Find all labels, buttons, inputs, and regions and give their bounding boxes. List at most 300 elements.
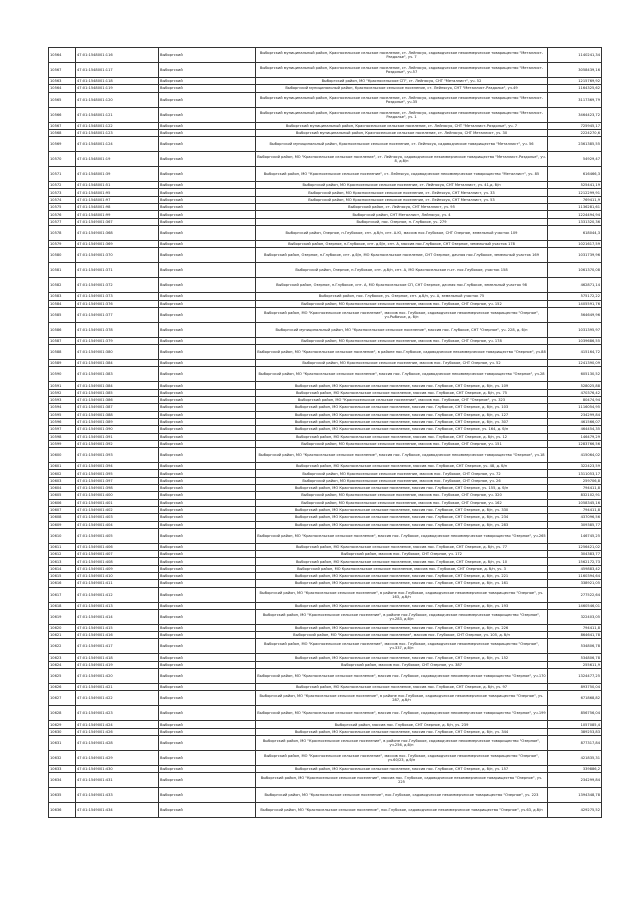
address-cell: Выборгский район, массив пос. Глубокое, СНТ Озерное, уч. 387 <box>256 661 548 668</box>
cadastral-number-cell: 47:01:1549001:416 <box>76 632 159 639</box>
cadastral-number-cell: 47:01:1549001:378 <box>76 322 159 337</box>
table-row <box>49 122 602 129</box>
district-cell: Выборгский <box>159 572 256 579</box>
district-cell: Выборгский <box>159 426 256 433</box>
address-cell: Выборгский район, МО Красносельское сельское поселение, массив пос. Глубокое, СНТ Озерное, уч. 162 <box>256 499 548 506</box>
cadastral-number-cell: 47:01:1549001:371 <box>76 263 159 278</box>
cadastral-number-cell: 47:01:1549001:429 <box>76 750 159 765</box>
district-cell: Выборгский <box>159 389 256 396</box>
address-cell: Выборгский район, МО Красносельское сельское поселение, массив пос. Глубокое, СНТ Озерное, д. б/н, уч. 330 <box>256 506 548 513</box>
value-cell: 470376,42 <box>548 389 602 396</box>
row-number-cell: 10609 <box>49 521 76 528</box>
cadastral-number-cell: 47:01:1549001:367 <box>76 218 159 225</box>
district-cell: Выборгский <box>159 661 256 668</box>
district-cell: Выборгский <box>159 551 256 558</box>
district-cell: Выборгский <box>159 152 256 167</box>
district-cell: Выборгский <box>159 587 256 602</box>
address-cell: Выборгский район, МО Красносельское сельское поселение, массив пос. Глубокое, СНТ Озерное, уч. 320 <box>256 492 548 499</box>
district-cell: Выборгский <box>159 543 256 550</box>
row-number-cell: 10585 <box>49 307 76 322</box>
address-cell: Выборгский муниципальный район, Красносельское сельское поселение, ст. Лейпясуо, СНТ Металлист, уч. 30 <box>256 129 548 136</box>
address-cell: Выборгский район, МО Красносельское сельское поселение, массив пос. Глубокое, СНТ Озерное, д. б/н, уч. 109 <box>256 382 548 389</box>
table-row <box>49 411 602 418</box>
address-cell: Выборгский район, массив пос. Глубокое, СНТ Озерное, д. б/н, уч. 239 <box>256 721 548 728</box>
row-number-cell: 10567 <box>49 63 76 78</box>
address-cell: Выборгский район, МО "Красносельское сельское поселение", ст. Лейпясуо, садоводческое некоммерческое товарищество "Металлист-Раздолье", уч. 8, д.б/н <box>256 152 548 167</box>
table-row <box>49 189 602 196</box>
district-cell: Выборгский <box>159 345 256 360</box>
row-number-cell: 10571 <box>49 167 76 182</box>
district-cell: Выборгский <box>159 485 256 492</box>
row-number-cell: 10621 <box>49 632 76 639</box>
value-cell: 421835,31 <box>548 750 602 765</box>
district-cell: Выборгский <box>159 750 256 765</box>
table-row <box>49 470 602 477</box>
row-number-cell: 10572 <box>49 182 76 189</box>
row-number-cell: 10626 <box>49 684 76 691</box>
district-cell: Выборгский <box>159 360 256 367</box>
cadastral-number-cell: 47:01:1549001:388 <box>76 411 159 418</box>
value-cell: 794411,8 <box>548 485 602 492</box>
address-cell: Выборгский район, МО Красносельское сельское поселение, массив пос. Глубокое, СНТ Озерное, д. б/н, уч. 103 <box>256 404 548 411</box>
row-number-cell: 10593 <box>49 397 76 404</box>
cadastral-number-cell: 47:01:1549001:377 <box>76 307 159 322</box>
address-cell: Выборгский район, МО Красносельское сельское поселение, массив пос. Глубокое, СНТ Озерное, д. б/н, уч. 161 <box>256 580 548 587</box>
value-cell: 464454,35 <box>548 426 602 433</box>
value-cell: 1283766,56 <box>548 440 602 447</box>
district-cell: Выборгский <box>159 411 256 418</box>
address-cell: Выборгский район, МО "Красносельское сельское поселение", в районе пос.Глубокое, садоводческое некоммерческое товарищество "Озерное", уч.283, д.б/н <box>256 609 548 624</box>
address-cell: Выборгский район, МО "Красносельское сельское поселение", пос.Глубокое, садоводческое некоммерческое товарищество "Озерное", уч. 223 <box>256 788 548 803</box>
address-cell: Выборгский муниципальный район, МО "Красносельское сельское поселение", массив пос. Глубокое, СНТ "Озерное", уч. 228, д. б/н <box>256 322 548 337</box>
row-number-cell: 10596 <box>49 418 76 425</box>
district-cell: Выборгский <box>159 735 256 750</box>
row-number-cell: 10577 <box>49 218 76 225</box>
address-cell: Выборгский муниципальный район, Красносельское сельское поселение, ст. Лейпясуо, садоводческое некоммерческое товарищество "Металлист-Раздолье", уч. 1 <box>256 107 548 122</box>
address-cell: Выборгский район, МО Красносельское сельское поселение, массив пос. Глубокое, СНТ Озерное, д. б/н, уч. 12 <box>256 433 548 440</box>
row-number-cell: 10570 <box>49 152 76 167</box>
row-number-cell: 10622 <box>49 639 76 654</box>
table-row <box>49 278 602 293</box>
cadastral-number-cell: 47:01:1548001:98 <box>76 204 159 211</box>
address-cell: Выборгский район, МО Красносельское сельское поселение, массив пос. Глубокое, СНТ Озерное, д. б/н, уч. 75 <box>256 389 548 396</box>
value-cell: 234299,84 <box>548 773 602 788</box>
row-number-cell: 10636 <box>49 803 76 818</box>
value-cell: 1311053,17 <box>548 470 602 477</box>
value-cell: 1061370,08 <box>548 263 602 278</box>
row-number-cell: 10635 <box>49 788 76 803</box>
table-row <box>49 765 602 772</box>
table-row <box>49 240 602 247</box>
row-number-cell: 10566 <box>49 107 76 122</box>
address-cell: Выборгский район, МО "Красносельское сельское поселение", в районе пос.Глубокое, садоводческое некоммерческое товарищество "Озерное", уч. 287, д.б/н <box>256 691 548 706</box>
cadastral-number-cell: 47:01:1549001:405 <box>76 528 159 543</box>
cadastral-number-cell: 47:01:1549001:430 <box>76 765 159 772</box>
cadastral-number-cell: 47:01:1548001:120 <box>76 92 159 107</box>
table-row <box>49 300 602 307</box>
table-row <box>49 602 602 609</box>
cadastral-number-cell: 47:01:1549001:383 <box>76 367 159 382</box>
value-cell: 1116054,95 <box>548 404 602 411</box>
row-number-cell: 10607 <box>49 506 76 513</box>
row-number-cell: 10594 <box>49 404 76 411</box>
district-cell: Выборгский <box>159 63 256 78</box>
address-cell: Выборгский район, Озерное, п.Глубокое, снт. д.б/н, снт. А, массив пос.Глубокое, СНТ Озерное, земельный участок 178 <box>256 240 548 247</box>
cadastral-number-cell: 47:01:1548001:117 <box>76 63 159 78</box>
cadastral-number-cell: 47:01:1549001:380 <box>76 345 159 360</box>
value-cell: 1212299,91 <box>548 189 602 196</box>
row-number-cell: 10615 <box>49 572 76 579</box>
row-number-cell: 10575 <box>49 204 76 211</box>
cadastral-number-cell: 47:01:1548001:116 <box>76 48 159 63</box>
district-cell: Выборгский <box>159 307 256 322</box>
address-cell: Выборгский район, МО Красносельское сельское поселение, массив пос. Глубокое, СНТ Озерное, уч. 26 <box>256 477 548 484</box>
row-number-cell: 10569 <box>49 137 76 152</box>
district-cell: Выборгский <box>159 691 256 706</box>
district-cell: Выборгский <box>159 189 256 196</box>
value-cell: 234299,84 <box>548 411 602 418</box>
cadastral-number-cell: 47:01:1549001:390 <box>76 426 159 433</box>
value-cell: 1140241,34 <box>548 48 602 63</box>
value-cell: 893750,04 <box>548 684 602 691</box>
district-cell: Выборгский <box>159 278 256 293</box>
row-number-cell: 10565 <box>49 92 76 107</box>
cadastral-number-cell: 47:01:1549001:409 <box>76 565 159 572</box>
value-cell: 415164,72 <box>548 345 602 360</box>
table-row <box>49 521 602 528</box>
cadastral-number-cell: 47:01:1549001:397 <box>76 477 159 484</box>
table-row <box>49 499 602 506</box>
address-cell: Выборгский район, МО "Красносельское сельское поселение", массив пос. Глубокое, садоводческое некоммерческое товарищество "Озерное", уч.28 <box>256 367 548 382</box>
cadastral-number-cell: 47:01:1549001:419 <box>76 661 159 668</box>
district-cell: Выборгский <box>159 521 256 528</box>
district-cell: Выборгский <box>159 218 256 225</box>
row-number-cell: 10586 <box>49 322 76 337</box>
district-cell: Выборгский <box>159 418 256 425</box>
table-row <box>49 788 602 803</box>
value-cell: 575172,22 <box>548 293 602 300</box>
table-row <box>49 448 602 463</box>
cadastral-number-cell: 47:01:1549001:400 <box>76 492 159 499</box>
row-number-cell: 10613 <box>49 558 76 565</box>
district-cell: Выборгский <box>159 728 256 735</box>
value-cell: 146479,29 <box>548 433 602 440</box>
table-row <box>49 492 602 499</box>
table-row <box>49 360 602 367</box>
value-cell: 3117369,79 <box>548 92 602 107</box>
row-number-cell: 10598 <box>49 433 76 440</box>
cadastral-number-cell: 47:01:1549001:384 <box>76 382 159 389</box>
district-cell: Выборгский <box>159 765 256 772</box>
value-cell: 1164325,62 <box>548 85 602 92</box>
row-number-cell: 10595 <box>49 411 76 418</box>
cadastral-number-cell: 47:01:1548001:124 <box>76 137 159 152</box>
address-cell: Выборгский район, МО "Красносельское сельское поселение", в районе пос.Глубокое, садоводческое некоммерческое товарищество "Озерное", уч.256, д.б/н <box>256 735 548 750</box>
row-number-cell: 10608 <box>49 514 76 521</box>
row-number-cell: 10623 <box>49 654 76 661</box>
row-number-cell: 10618 <box>49 602 76 609</box>
value-cell: 1562172,73 <box>548 558 602 565</box>
table-row <box>49 152 602 167</box>
value-cell: 2224270,6 <box>548 129 602 136</box>
value-cell: 255611,9 <box>548 661 602 668</box>
address-cell: Выборгский район, МО Красносельское сельское поселение, массив пос. Глубокое, СНТ Озерное, д. б/н, уч. 221 <box>256 572 548 579</box>
address-cell: Выборгский район, пос. Глубокое, уч. Озерное, снт. д.б/н, уч. А, земельный участок 75 <box>256 293 548 300</box>
value-cell: 618044,3 <box>548 225 602 240</box>
row-number-cell: 10612 <box>49 551 76 558</box>
district-cell: Выборгский <box>159 107 256 122</box>
address-cell: Выборгский район, МО Красносельское сельское поселение, ст. Лейпясуо, СНТ Металлист, уч. 41,д. б/н <box>256 182 548 189</box>
address-cell: Выборгский муниципальный район, Красносельское сельское поселение, ст. Лейпясуо, садоводческое некоммерческое товарищество "Металлист-Раздолье", уч.57 <box>256 63 548 78</box>
district-cell: Выборгский <box>159 263 256 278</box>
address-cell: Выборгский район, МО "Красносельское сельское поселение", массив пос. Глубокое, садоводческое некоммерческое товарищество "Озерное", уч.265 <box>256 528 548 543</box>
address-cell: Выборгский муниципальный район, Красносельское сельское поселение, ст. Лейпясуо, садоводческое товарищество "Металлист", уч. 56 <box>256 137 548 152</box>
address-cell: Выборгский район, Озерное, п.Глубокое, снт. д.б/н, МО Красносельское поселение, СНТ Озерное, дачная пос.Глубокое, земельный участок 169 <box>256 248 548 263</box>
district-cell: Выборгский <box>159 225 256 240</box>
table-row <box>49 440 602 447</box>
value-cell: 3464423,72 <box>548 107 602 122</box>
table-row <box>49 654 602 661</box>
table-row <box>49 572 602 579</box>
row-number-cell: 10587 <box>49 337 76 344</box>
table-row <box>49 322 602 337</box>
address-cell: Выборгский район, массив пос. Глубокое, СНТ Озерное, уч. 172 <box>256 551 548 558</box>
cadastral-number-cell: 47:01:1549001:421 <box>76 684 159 691</box>
cadastral-number-cell: 47:01:1549001:391 <box>76 433 159 440</box>
district-cell: Выборгский <box>159 85 256 92</box>
cadastral-number-cell: 47:01:1549001:395 <box>76 470 159 477</box>
district-cell: Выборгский <box>159 788 256 803</box>
value-cell: 1394348,78 <box>548 788 602 803</box>
cadastral-number-cell: 47:01:1549001:406 <box>76 543 159 550</box>
table-row <box>49 218 602 225</box>
address-cell: Выборгский муниципальный район, Красносельское сельское поселение, ст. Лейпясуо, садоводческое некоммерческое товарищество "Металлист-Раздолье", уч. 7 <box>256 48 548 63</box>
cadastral-number-cell: 47:01:1549001:423 <box>76 706 159 721</box>
row-number-cell: 10603 <box>49 477 76 484</box>
row-number-cell: 10578 <box>49 225 76 240</box>
cadastral-number-cell: 47:01:1549001:418 <box>76 654 159 661</box>
address-cell: Выборгский район, МО Красносельское сельское поселение, массив пос. Глубокое, СНТ Озерное, д. б/н, уч. 157 <box>256 765 548 772</box>
value-cell: 415064,02 <box>548 448 602 463</box>
address-cell: Выборгский муниципальный район, Красносельское сельское поселение, ст. Лейпясуо, СНТ "Металлист-Раздолье", уч. 7 <box>256 122 548 129</box>
cadastral-number-cell: 47:01:1549001:376 <box>76 300 159 307</box>
table-row <box>49 211 602 218</box>
cadastral-number-cell: 47:01:1549001:410 <box>76 572 159 579</box>
district-cell: Выборгский <box>159 514 256 521</box>
value-cell: 389253,83 <box>548 728 602 735</box>
address-cell: Выборгский район, МО Красносельское сельское поселение, ст. Лейпясуо, СНТ Металлист, уч. 53 <box>256 196 548 203</box>
value-cell: 309385,77 <box>548 521 602 528</box>
cadastral-number-cell: 47:01:1549001:401 <box>76 499 159 506</box>
district-cell: Выборгский <box>159 137 256 152</box>
table-row <box>49 48 602 63</box>
district-cell: Выборгский <box>159 565 256 572</box>
cadastral-number-cell: 47:01:1549001:394 <box>76 463 159 470</box>
district-cell: Выборгский <box>159 470 256 477</box>
table-row <box>49 182 602 189</box>
table-row <box>49 528 602 543</box>
value-cell: 146745,25 <box>548 528 602 543</box>
district-cell: Выборгский <box>159 639 256 654</box>
row-number-cell: 10619 <box>49 609 76 624</box>
value-cell: 534806,78 <box>548 639 602 654</box>
address-cell: Выборгский район, МО Красносельское сельское поселение, массив пос. Глубокое, СНТ Озерное, д. б/н, уч. 97 <box>256 684 548 691</box>
row-number-cell: 10605 <box>49 492 76 499</box>
address-cell: Выборгский район, МО Красносельское сельское поселение, массив пос. Глубокое, СНТ Озерное, д. б/н, уч. 77 <box>256 543 548 550</box>
table-row <box>49 404 602 411</box>
registry-table-body <box>49 48 602 818</box>
value-cell: 1324477,25 <box>548 669 602 684</box>
cadastral-number-cell: 47:01:1549001:403 <box>76 514 159 521</box>
value-cell: 1224494,94 <box>548 211 602 218</box>
table-row <box>49 551 602 558</box>
cadastral-number-cell: 47:01:1548001:123 <box>76 129 159 136</box>
address-cell: Выборгский район, МО Красносельское сельское поселение, массив пос. Глубокое, СНТ Озерное, уч. 72 <box>256 470 548 477</box>
address-cell: Выборгский район, МО Красносельское сельское поселение, массив пос. Глубокое, СНТ Озерное, д. б/н, уч. 283 <box>256 521 548 528</box>
row-number-cell: 10629 <box>49 721 76 728</box>
table-row <box>49 426 602 433</box>
address-cell: Выборгский район, ст. Лейпясуо, СНТ Металлист, уч. 95 <box>256 204 548 211</box>
value-cell: 856756,04 <box>548 706 602 721</box>
cadastral-number-cell: 47:01:1548001:118 <box>76 78 159 85</box>
cadastral-number-cell: 47:01:1548001:99 <box>76 211 159 218</box>
district-cell: Выборгский <box>159 382 256 389</box>
row-number-cell: 10597 <box>49 426 76 433</box>
district-cell: Выборгский <box>159 602 256 609</box>
address-cell: Выборгский район, МО Красносельское сельское поселение, массив пос. Глубокое, СНТ Озерное, д. б/н, уч. 193 <box>256 602 548 609</box>
address-cell: Выборгский район, МО Красносельское сельское поселение, массив пос. Глубокое, СНТ Озерное, д. б/н, уч. 226 <box>256 624 548 631</box>
table-row <box>49 63 602 78</box>
address-cell: Выборгский район, МО "Красносельское сельское поселение", пос.Глубокое, садоводческое некоммерческое товарищество "Озерное", уч.63, д.б/н <box>256 803 548 818</box>
table-row <box>49 137 602 152</box>
registry-table <box>48 47 602 818</box>
table-row <box>49 263 602 278</box>
value-cell: 1405591,76 <box>548 300 602 307</box>
row-number-cell: 10611 <box>49 543 76 550</box>
value-cell: 277522,64 <box>548 587 602 602</box>
table-row <box>49 85 602 92</box>
district-cell: Выборгский <box>159 654 256 661</box>
row-number-cell: 10584 <box>49 300 76 307</box>
value-cell: 864641,78 <box>548 632 602 639</box>
table-row <box>49 307 602 322</box>
address-cell: Выборгский район, Озерное, п.Глубокое, снт. д.б/н, снт. А.Ю, массив пос.Глубокое, СНТ Озерное, земельный участок 109 <box>256 225 548 240</box>
table-row <box>49 587 602 602</box>
row-number-cell: 10628 <box>49 706 76 721</box>
cadastral-number-cell: 47:01:1549001:433 <box>76 788 159 803</box>
value-cell: 437096,56 <box>548 514 602 521</box>
cadastral-number-cell: 47:01:1548001:95 <box>76 189 159 196</box>
address-cell: Выборгский район, МО "Красносельское сельское поселение", массив пос. Глубокое, СНТ "Озерное", уч. 323 <box>256 397 548 404</box>
value-cell: 54929,47 <box>548 152 602 167</box>
table-row <box>49 773 602 788</box>
row-number-cell: 10564 <box>49 48 76 63</box>
district-cell: Выборгский <box>159 499 256 506</box>
table-row <box>49 367 602 382</box>
district-cell: Выборгский <box>159 448 256 463</box>
value-cell: 338921,05 <box>548 580 602 587</box>
table-row <box>49 463 602 470</box>
district-cell: Выборгский <box>159 78 256 85</box>
table-row <box>49 669 602 684</box>
address-cell: Выборгский район, МО "Красносельское сельское поселение", массив пос. Глубокое, СНТ Озерное, уч. 105, д. б/н <box>256 632 548 639</box>
value-cell: 461566,07 <box>548 418 602 425</box>
row-number-cell: 10589 <box>49 360 76 367</box>
address-cell: Выборгский район, МО Красносельское сельское поселение, массив пос. Глубокое, СНТ Озерное, уч. 151 <box>256 440 548 447</box>
address-cell: Выборгский район, МО Красносельское сельское поселение, массив пос. Глубокое, СНТ Озерное, д. б/н, уч. 3 <box>256 565 548 572</box>
district-cell: Выборгский <box>159 721 256 728</box>
cadastral-number-cell: 47:01:1549001:434 <box>76 803 159 818</box>
value-cell: 429275,52 <box>548 803 602 818</box>
district-cell: Выборгский <box>159 433 256 440</box>
district-cell: Выборгский <box>159 196 256 203</box>
address-cell: Выборгский район, МО Красносельское сельское поселение, массив пос. Глубокое, СНТ Озерное, уч. 48, д. б/н <box>256 463 548 470</box>
cadastral-number-cell: 47:01:1549001:392 <box>76 440 159 447</box>
table-row <box>49 167 602 182</box>
row-number-cell: 10601 <box>49 463 76 470</box>
row-number-cell: 10617 <box>49 587 76 602</box>
table-row <box>49 337 602 344</box>
address-cell: Выборгский район, МО Красносельское сельское поселение, массив пос. Глубокое, СНТ Озерное, д. б/н, уч. 127 <box>256 411 548 418</box>
row-number-cell: 10604 <box>49 485 76 492</box>
row-number-cell: 10602 <box>49 470 76 477</box>
table-row <box>49 418 602 425</box>
address-cell: Выборгский муниципальный район, Красносельское сельское поселение, ст. Лейпясуо, садоводческое некоммерческое товарищество "Металлист-Раздолье", уч.35 <box>256 92 548 107</box>
address-cell: Выборгский район, Озерное, п.Глубокое, снт. А, МО Красносельское СП, СНТ Озерное, дачная пос.Глубокое, земельный участок 98 <box>256 278 548 293</box>
address-cell: Выборгский район, МО Красносельское сельское поселение, массив пос. Глубокое, СНТ Озерное, д. б/н, уч. 234 <box>256 514 548 521</box>
table-row <box>49 639 602 654</box>
row-number-cell: 10634 <box>49 773 76 788</box>
district-cell: Выборгский <box>159 528 256 543</box>
cadastral-number-cell: 47:01:1549001:404 <box>76 521 159 528</box>
value-cell: 1136281,61 <box>548 204 602 211</box>
table-row <box>49 397 602 404</box>
table-row <box>49 485 602 492</box>
value-cell: 322423,59 <box>548 463 602 470</box>
row-number-cell: 10630 <box>49 728 76 735</box>
address-cell: Выборгский район, МО Красносельское сельское поселение, массив пос. Глубокое, СНТ Озерное, уч. 164, д. б/н <box>256 426 548 433</box>
cadastral-number-cell: 47:01:1549001:369 <box>76 240 159 247</box>
cadastral-number-cell: 47:01:1549001:424 <box>76 721 159 728</box>
district-cell: Выборгский <box>159 48 256 63</box>
address-cell: Выборгский район, МО "Красносельское сельское поселение", в районе пос.Глубокое, садоводческое некоммерческое товарищество "Озерное", уч.88 <box>256 345 548 360</box>
district-cell: Выборгский <box>159 300 256 307</box>
cadastral-number-cell: 47:01:1548001:119 <box>76 85 159 92</box>
value-cell: 80474,94 <box>548 397 602 404</box>
address-cell: Выборгский район, МО Красносельское сельское поселение, массив пос. Глубокое, СНТ Озерное, д. б/н, уч. 344 <box>256 728 548 735</box>
value-cell: 459883,42 <box>548 565 602 572</box>
district-cell: Выборгский <box>159 706 256 721</box>
district-cell: Выборгский <box>159 580 256 587</box>
address-cell: Выборгский район, МО Красносельское сельское поселение, массив пос. Глубокое, СНТ Озерное, д. б/н, уч. 307 <box>256 418 548 425</box>
table-row <box>49 107 602 122</box>
table-row <box>49 293 602 300</box>
table-row <box>49 565 602 572</box>
row-number-cell: 10568 <box>49 129 76 136</box>
value-cell: 1460546,01 <box>548 602 602 609</box>
district-cell: Выборгский <box>159 240 256 247</box>
value-cell: 2361385,55 <box>548 137 602 152</box>
row-number-cell: 10580 <box>49 248 76 263</box>
row-number-cell: 10614 <box>49 565 76 572</box>
value-cell: 605130,52 <box>548 367 602 382</box>
table-row <box>49 382 602 389</box>
row-number-cell: 10632 <box>49 750 76 765</box>
row-number-cell: 10576 <box>49 211 76 218</box>
cadastral-number-cell: 47:01:1549001:413 <box>76 602 159 609</box>
address-cell: Выборгский район, МО "Красносельское сельское поселение", в районе пос.Глубокое, садоводческое некоммерческое товарищество "Озерное", уч. 163, д.б/н <box>256 587 548 602</box>
district-cell: Выборгский <box>159 440 256 447</box>
